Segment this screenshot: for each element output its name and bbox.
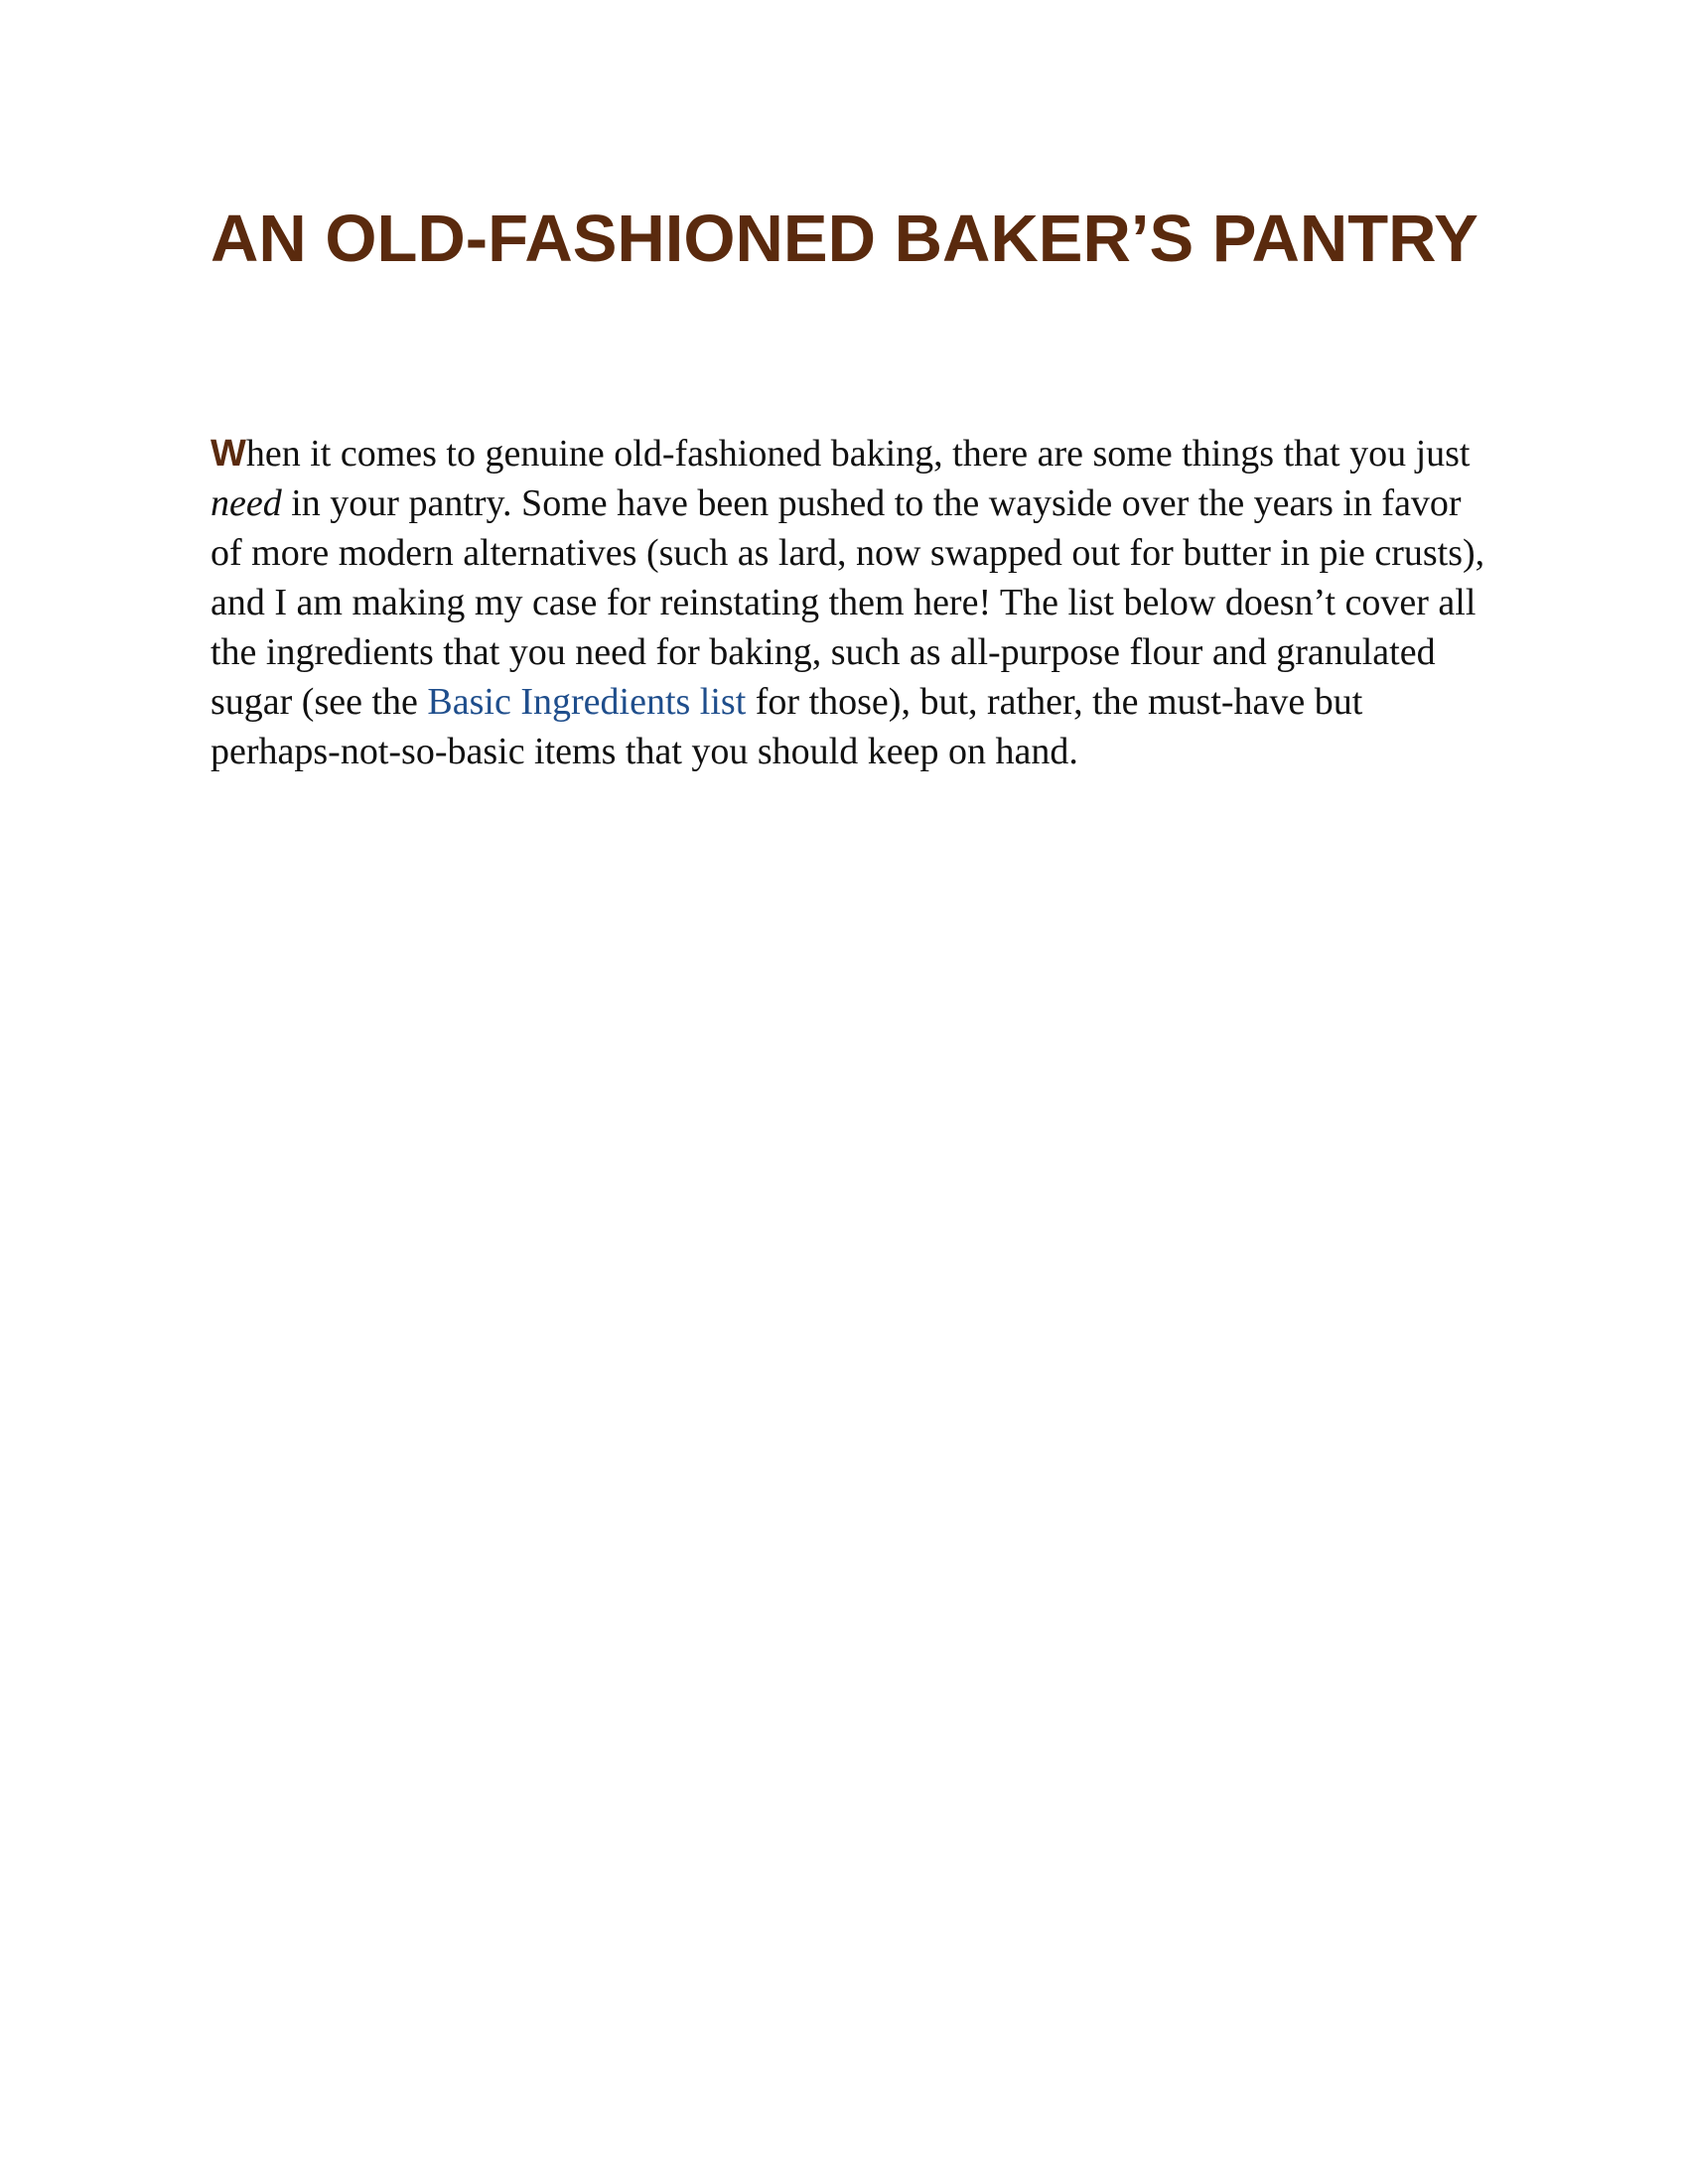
paragraph-text-part-3: for those), but, rather, the must-have but perhaps-not-so-basic items that you should keep on hand. (211, 681, 1363, 772)
intro-paragraph (211, 429, 1491, 776)
paragraph-text-part-1: hen it comes to genuine old-fashioned baking, there are some things that you just (245, 433, 1471, 475)
dropcap-letter: W (211, 433, 246, 475)
basic-ingredients-link[interactable]: Basic Ingredients list (427, 681, 747, 723)
paragraph-text-part-2: in your pantry. Some have been pushed to the wayside over the years in favor of more modern alternatives (such as lard, now swapped out for butter in pie crusts), and I am making my case for reinstating them here! The list below doesn’t cover all the ingredients that you need for baking, such as all-purpose flour and granulated sugar (see the (211, 482, 1485, 723)
emphasized-word: need (211, 482, 282, 524)
page-title: AN OLD-FASHIONED BAKER’S PANTRY (211, 202, 1478, 276)
